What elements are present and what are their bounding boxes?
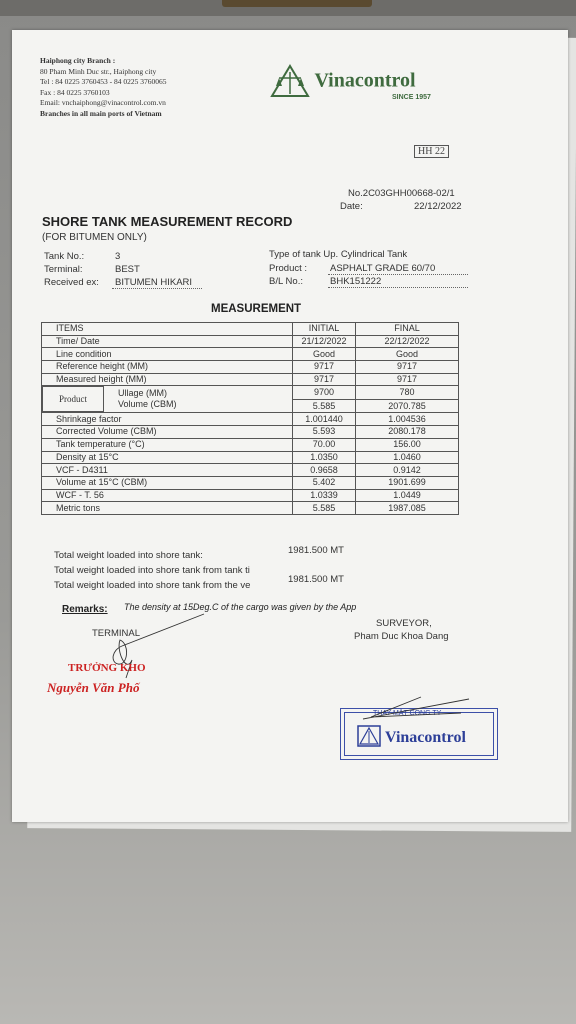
table-header-row [42,323,459,336]
branch-fax: Fax : 84 0225 3760103 [40,87,110,97]
record-number: No.2C03GHH00668-02/1 [348,188,455,199]
row-item: Time/ Date [42,335,293,348]
branch-tel: Tel : 84 0225 3760453 - 84 0225 3760065 [40,77,167,86]
row-item: Corrected Volume (CBM) [42,426,293,439]
row-final: 22/12/2022 [356,335,459,348]
document-subtitle: (FOR BITUMEN ONLY) [42,232,147,243]
document-page [12,30,568,822]
product-value: ASPHALT GRADE 60/70 [330,263,436,274]
red-stamp-name: Nguyễn Văn Phố [47,680,140,695]
row-initial: 0.9658 [293,464,356,477]
logo-text: Vinacontrol [314,69,416,92]
row-final: 1.0449 [356,489,459,502]
row-initial: 5.585 [293,502,356,515]
row-initial: 5.402 [293,476,356,489]
row-initial: 21/12/2022 [293,335,356,348]
table-row [42,438,459,451]
red-stamp-title: TRƯỞNG KHO [68,662,146,674]
table-row [42,426,459,439]
total-line-1-value: 1981.500 MT [288,545,344,556]
branch-name: Haiphong city Branch : [40,56,116,65]
table-row [42,451,459,464]
date-value: 22/12/2022 [414,201,462,212]
pen [222,0,372,7]
row-item: WCF - T. 56 [42,489,293,502]
branch-ports: Branches in all main ports of Vietnam [40,108,162,118]
row-final: 1987.085 [356,502,459,515]
remarks-label: Remarks: [62,604,108,615]
total-line-1: Total weight loaded into shore tank: [54,550,203,561]
terminal-label: Terminal: [44,264,83,275]
document-title: SHORE TANK MEASUREMENT RECORD [42,214,293,229]
table-row [42,489,459,502]
bl-value: BHK151222 [330,276,382,287]
received-value: BITUMEN HIKARI [115,277,193,288]
table-row [42,464,459,477]
row-initial: 9717 [293,361,356,374]
branch-email: Email: vnchaiphong@vinacontrol.com.vn [40,98,166,107]
row-item: Volume (CBM) [118,399,177,410]
row-final: 0.9142 [356,464,459,477]
received-underline [112,288,202,289]
terminal-signature-label: TERMINAL [92,628,141,639]
product-label: Product : [269,263,308,274]
stamp-scales-icon [357,725,381,747]
measurement-table [41,322,459,515]
row-item: Ullage (MM) [118,387,168,398]
row-item: Reference height (MM) [42,361,293,374]
desk-top-edge [0,0,576,16]
branch-address: 80 Pham Minh Duc str., Haiphong city [40,66,157,76]
tank-no-value: 3 [115,251,121,262]
product-box: Product [42,386,104,412]
remarks-text: The density at 15Deg.C of the cargo was given by the App [124,602,357,612]
row-initial: 1.001440 [293,413,356,426]
scales-icon [270,64,310,98]
surveyor-name: Pham Duc Khoa Dang [354,631,449,642]
row-initial: 1.0339 [293,489,356,502]
row-item: Metric tons [42,502,293,515]
row-final: 780 [356,386,459,400]
col-final-header: FINAL [356,323,459,336]
row-item: Volume at 15°C (CBM) [42,476,293,489]
row-final: 1901.699 [356,476,459,489]
row-final: 1.0460 [356,451,459,464]
table-row [42,386,459,400]
bl-label: B/L No.: [269,276,303,287]
total-line-3: Total weight loaded into shore tank from the ve [54,580,251,591]
row-final: Good [356,348,459,361]
row-initial: 5.585 [293,399,356,413]
table-row [42,335,459,348]
row-initial: 9700 [293,386,356,400]
terminal-value: BEST [115,264,140,275]
row-final: 156.00 [356,438,459,451]
table-row [42,476,459,489]
product-group-cell [42,386,293,413]
table-row [42,413,459,426]
bl-underline [328,287,468,288]
row-initial: 5.593 [293,426,356,439]
tank-no-label: Tank No.: [44,251,85,262]
col-initial-header: INITIAL [293,323,356,336]
stamp-top-text: THAY MẶT CÔNG TY [373,710,442,717]
company-stamp [340,708,498,760]
total-line-3-value: 1981.500 MT [288,574,344,585]
product-underline [328,274,468,275]
row-final: 1.004536 [356,413,459,426]
received-label: Received ex: [44,277,99,288]
tank-type: Type of tank Up. Cylindrical Tank [269,249,408,260]
row-item: Density at 15°C [42,451,293,464]
table-row [42,361,459,374]
measurement-heading: MEASUREMENT [211,303,302,315]
date-label: Date: [340,201,363,212]
row-initial: 1.0350 [293,451,356,464]
row-final: 2080.178 [356,426,459,439]
row-item: VCF - D4311 [42,464,293,477]
table-row [42,348,459,361]
row-item: Tank temperature (°C) [42,438,293,451]
surveyor-label: SURVEYOR, [376,618,432,629]
form-code: HH 22 [414,145,449,158]
row-item: Measured height (MM) [42,373,293,386]
stamp-logo-text: Vinacontrol [385,729,466,746]
row-final: 9717 [356,373,459,386]
total-line-2: Total weight loaded into shore tank from tank ti [54,565,250,576]
row-item: Line condition [42,348,293,361]
col-items-header: ITEMS [42,323,293,336]
stamp-signature [361,693,481,723]
row-initial: 70.00 [293,438,356,451]
row-initial: 9717 [293,373,356,386]
branch-header [40,56,167,119]
table-row [42,373,459,386]
table-row [42,502,459,515]
row-item: Shrinkage factor [42,413,293,426]
row-final: 9717 [356,361,459,374]
row-initial: Good [293,348,356,361]
vinacontrol-logo [270,64,416,98]
row-final: 2070.785 [356,399,459,413]
logo-since: SINCE 1957 [392,94,431,101]
